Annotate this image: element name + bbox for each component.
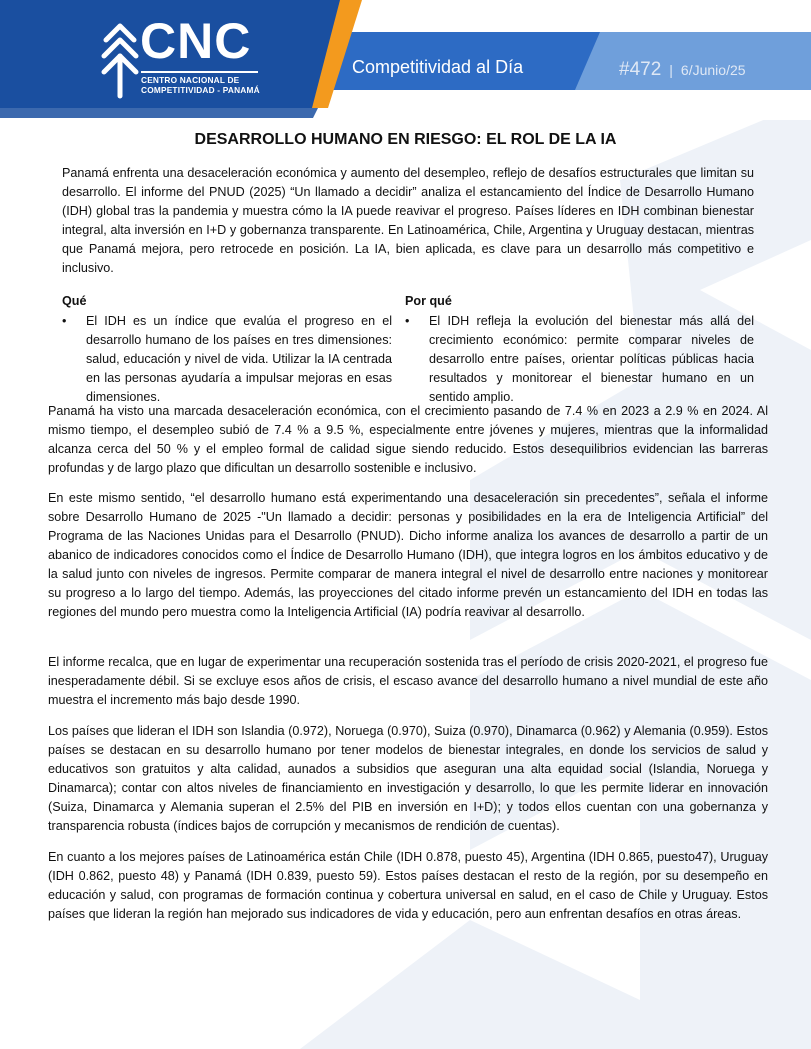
bullet-icon: • bbox=[405, 314, 410, 328]
issue-date: 6/Junio/25 bbox=[680, 62, 746, 78]
por-que-heading: Por qué bbox=[405, 294, 452, 308]
list-item bbox=[405, 312, 754, 407]
publication-title: Competitividad al Día bbox=[352, 57, 524, 77]
que-section bbox=[62, 292, 392, 407]
header-banner bbox=[0, 0, 811, 125]
tree-logo-icon bbox=[100, 18, 140, 100]
por-que-section bbox=[405, 292, 754, 407]
body-paragraph-2: En este mismo sentido, “el desarrollo humano está experimentando una desaceleración sin precedentes”, señala el informe sobre Desarrollo Humano de 2025 -"Un llamado a decidir: personas y posibilidades en la era de Inteligencia Artificial” del Programa de las Naciones Unidas para el Desarrollo (PNUD). Dicho informe analiza los avances de desarrollo a partir de un abanico de indicadores conocidos como el Índice de Desarrollo Humano (IDH), que integra logros en los ámbitos educativo y de la salud junto con niveles de ingresos. Permite comparar de manera integral el nivel de desarrollo entre naciones y monitorear su progreso a lo largo del tiempo. Además, las proyecciones del citado informe prevén un estancamiento del IDH en todas las regiones del mundo pero muestra como la Inteligencia Artificial (IA) podría reavivar al desarrollo. bbox=[48, 491, 768, 619]
article-title: DESARROLLO HUMANO EN RIESGO: EL ROL DE LA IA bbox=[194, 131, 617, 148]
list-item bbox=[62, 312, 392, 407]
body-paragraph-5: En cuanto a los mejores países de Latinoamérica están Chile (IDH 0.878, puesto 45), Argentina (IDH 0.865, puesto47), Uruguay (IDH 0.862, puesto 48) y Panamá (IDH 0.839, puesto 59). Estos países destacan el resto de la región, por su desempeño en educación y salud, con programas de formación continua y cobertura universal en salud, en el caso de Chile y Uruguay. Estos países que lideran la región han mejorado sus indicadores de vida y educación, pero aun enfrentan desafíos en otras áreas. bbox=[48, 850, 768, 921]
article-intro: Panamá enfrenta una desaceleración económica y aumento del desempleo, reflejo de desafíos estructurales que limitan su desarrollo. El informe del PNUD (2025) “Un llamado a decidir” analiza el estancamiento del Índice de Desarrollo Humano (IDH) global tras la pandemia y muestra cómo la IA puede reavivar el progreso. Países líderes en IDH combinan bienestar integral, alta inversión en I+D y gobernanza transparente. En Latinoamérica, Chile, Argentina y Uruguay destacan, mientras que Panamá mejora, pero retrocede en posición. La IA, bien aplicada, es clave para un desarrollo más competitivo e inclusivo. bbox=[62, 166, 754, 275]
body-paragraph-3: El informe recalca, que en lugar de experimentar una recuperación sostenida tras el período de crisis 2020-2021, el progreso fue inesperadamente débil. Si se excluye esos años de crisis, el escaso avance del desarrollo humano a nivel mundial de este año muestra el incremento más bajo desde 1990. bbox=[48, 655, 768, 707]
por-que-bullet-text: El IDH refleja la evolución del bienestar más allá del crecimiento económico: permite comparar niveles de desarrollo entre países, orientar políticas públicas hacia resultados y monitorear el bienestar humano en un sentido amplio. bbox=[429, 314, 754, 404]
logo-subtitle-line1: CENTRO NACIONAL DE bbox=[141, 75, 240, 85]
logo-subtitle-line2: COMPETITIVIDAD - PANAMÁ bbox=[141, 85, 260, 95]
issue-info bbox=[619, 59, 746, 81]
body-paragraph-4: Los países que lideran el IDH son Islandia (0.972), Noruega (0.970), Suiza (0.970), Dinamarca (0.962) y Alemania (0.959). Estos países se destacan en su desarrollo humano por tener modelos de bienestar integrales, en donde los servicios de salud y educativos son gratuitos y alta calidad, aunados a subsidios que aseguran una alta equidad social (Islandia, Noruega y Dinamarca); contar con altos niveles de financiamiento en investigación y desarrollo, lo que les permite liderar en innovación (Suiza, Dinamarca y Alemania superan el 2.5% del PIB en inversión en I+D); y todos ellos cuentan con una gobernanza y transparencia robusta (índices bajos de corrupción y mecanismos de rendición de cuentas). bbox=[48, 724, 768, 833]
issue-separator: | bbox=[669, 62, 673, 78]
que-bullet-text: El IDH es un índice que evalúa el progreso en el desarrollo humano de los países en tres dimensiones: salud, educación y nivel de vida. Utilizar la IA centrada en las personas ayudaría a impulsar mejoras en esas dimensiones. bbox=[86, 314, 392, 404]
issue-number: #472 bbox=[619, 59, 662, 80]
que-heading: Qué bbox=[62, 294, 87, 308]
body-paragraph-1: Panamá ha visto una marcada desaceleración económica, con el crecimiento pasando de 7.4 % en 2023 a 2.9 % en 2024. Al mismo tiempo, el desempleo subió de 7.4 % a 9.5 %, especialmente entre jóvenes y mujeres, mientras que la informalidad alcanza cerca del 50 % y el empleo formal de calidad sigue siendo reducido. Estos desequilibrios evidencian las barreras profundas y de largo plazo que dificultan un desarrollo sostenible e inclusivo. bbox=[48, 404, 768, 475]
bullet-icon: • bbox=[62, 314, 67, 328]
logo-text: CNC bbox=[140, 13, 252, 69]
logo-divider bbox=[141, 71, 258, 73]
